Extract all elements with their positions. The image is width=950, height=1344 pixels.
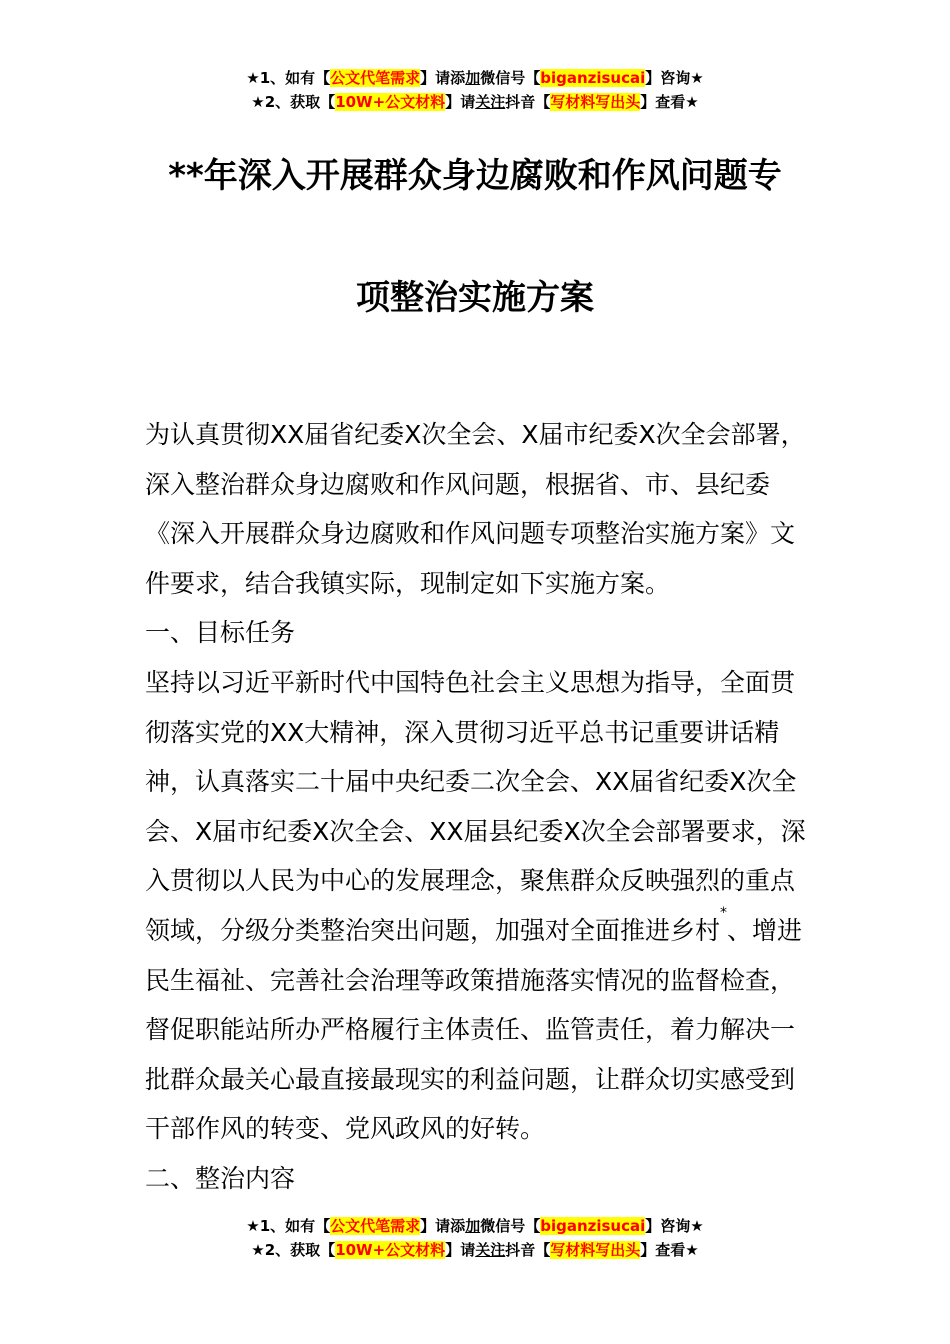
highlight-wechat-id: biganzisucai [540,1217,646,1235]
banner-line-2: ★2、获取【10W+公文材料】请关注抖音【写材料写出头】查看★ [251,1241,699,1259]
section-heading-2: 二、整治内容 [145,1163,296,1193]
banner-line-1: ★1、如有【公文代笔需求】请添加微信号【biganzisucai】咨询★ [246,69,704,87]
highlight-materials: 10W+公文材料 [335,1241,446,1259]
highlight-materials: 10W+公文材料 [335,93,446,111]
highlight-wechat-id: biganzisucai [540,69,646,87]
highlight-douyin: 写材料写出头 [550,93,641,111]
document-title-line-2: 项整治实施方案 [356,278,594,318]
target-paragraph: 坚持以习近平新时代中国特色社会主义思想为指导，全面贯彻落实党的XX大精神，深入贯彻习近平总书记重要讲话精神，认真落实二十届中央纪委二次全会、XX届省纪委X次全会、X届市纪委X次全会、XX届县纪委X次全会部署要求，深入贯彻以人民为中心的发展理念，聚焦群众反映强烈的重点领域，分级分类整治突出问题，加强对全面推进乡村*、增进民生福祉、完善社会治理等政策措施落实情况的监督检查，督促职能站所办严格履行主体责任、监管责任，着力解决一批群众最关心最直接最现实的利益问题，让群众切实感受到干部作风的转变、党风政风的好转。 [145,667,806,1144]
highlight-service: 公文代笔需求 [330,1217,421,1235]
highlight-douyin: 写材料写出头 [550,1241,641,1259]
intro-paragraph: 为认真贯彻XX届省纪委X次全会、X届市纪委X次全会部署，深入整治群众身边腐败和作风问题，根据省、市、县纪委《深入开展群众身边腐败和作风问题专项整治实施方案》文件要求，结合我镇实际，现制定如下实施方案。 [145,420,806,598]
banner-line-1: ★1、如有【公文代笔需求】请添加微信号【biganzisucai】咨询★ [246,1217,704,1235]
banner-line-2: ★2、获取【10W+公文材料】请关注抖音【写材料写出头】查看★ [251,93,699,111]
document-title-line-1: **年深入开展群众身边腐败和作风问题专 [168,156,782,196]
header-banner [0,66,950,114]
section-heading-1: 一、目标任务 [145,618,296,648]
highlight-service: 公文代笔需求 [330,69,421,87]
footer-banner [0,1214,950,1262]
document-body [145,410,815,1204]
